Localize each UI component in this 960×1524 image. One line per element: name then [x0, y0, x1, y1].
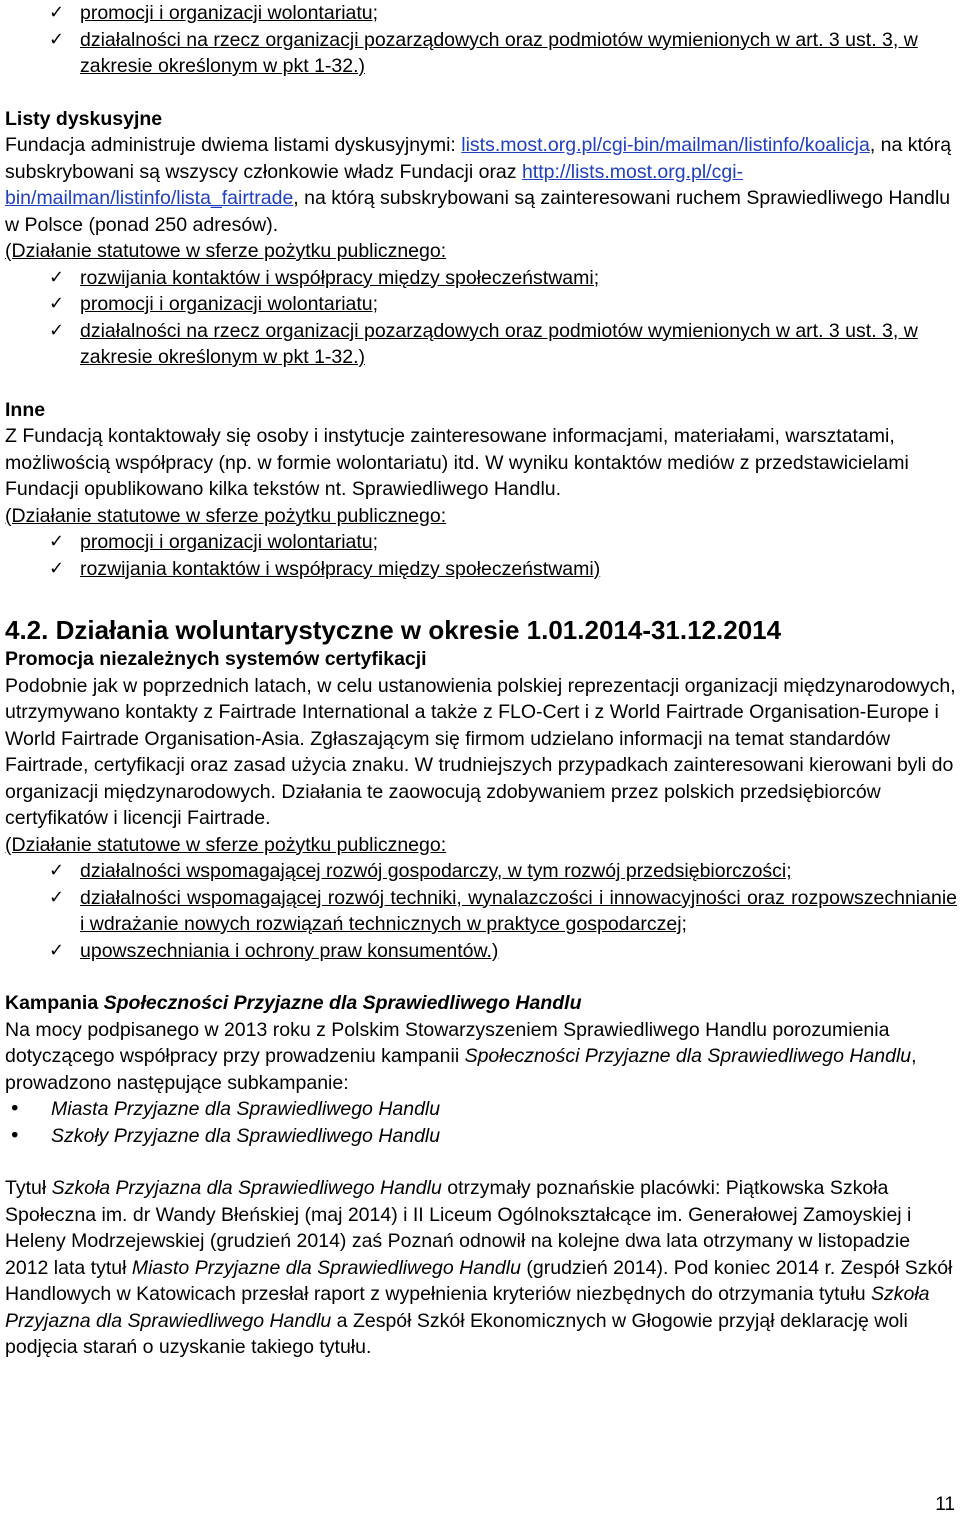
list-item: ✓ upowszechniania i ochrony praw konsumentów.) [5, 938, 957, 965]
checkmark-icon: ✓ [49, 2, 65, 23]
checkmark-icon: ✓ [49, 319, 65, 341]
checkmark-icon: ✓ [49, 860, 65, 881]
list-item: ✓ rozwijania kontaktów i współpracy między społeczeństwami; [5, 265, 957, 292]
list-item: ✓ rozwijania kontaktów i współpracy między społeczeństwami) [5, 556, 957, 583]
checkmark-icon: ✓ [49, 266, 65, 288]
other-text: Z Fundacją kontaktowały się osoby i instytucje zainteresowane informacjami, materiałami, warsztatami, możliwością współpracy (np. w formie wolontariatu) itd. W wyniku kontaktów mediów z przedstawicielami Fundacji opublikowano kilka tekstów nt. Sprawiedliwego Handlu. [5, 425, 909, 500]
statutory-note: (Działanie statutowe w sferze pożytku publicznego: [5, 240, 447, 262]
certification-heading: Promocja niezależnych systemów certyfikacji [5, 648, 427, 670]
statutory-note: (Działanie statutowe w sferze pożytku publicznego: [5, 504, 447, 527]
koalicja-link[interactable]: lists.most.org.pl/cgi-bin/mailman/listinfo/koalicja [461, 134, 870, 156]
list-item: • Szkoły Przyjazne dla Sprawiedliwego Handlu [5, 1123, 957, 1150]
list-item: ✓ promocji i organizacji wolontariatu; [5, 291, 957, 318]
fairtrade-list-link[interactable]: http://lists.most.org.pl/cgi-bin/mailman/listinfo/lista_fairtrade [5, 160, 744, 209]
list-item: • Miasta Przyjazne dla Sprawiedliwego Handlu [5, 1096, 957, 1123]
list-item: ✓ promocji i organizacji wolontariatu; [5, 0, 957, 27]
campaign-heading: Kampania Społeczności Przyjazne dla Sprawiedliwego Handlu [5, 992, 582, 1014]
checkmark-icon: ✓ [49, 886, 65, 908]
document-page [5, 0, 957, 1361]
other-statutory-list [5, 529, 957, 582]
checkmark-icon: ✓ [49, 531, 65, 552]
checkmark-icon: ✓ [49, 557, 65, 579]
list-item: ✓ działalności wspomagającej rozwój techniki, wynalazczości i innowacyjności oraz rozpowszechnianie i wdrażanie nowych rozwiązań technicznych w praktyce gospodarczej; [49, 886, 957, 935]
bullet-icon: • [9, 1097, 21, 1120]
checkmark-icon: ✓ [49, 28, 65, 50]
campaign-results: Tytuł Szkoła Przyjazna dla Sprawiedliwego Handlu otrzymały poznańskie placówki: Piątkowska Szkoła Społeczna im. dr Wandy Błeńskiej (maj 2014) i II Liceum Ogólnokształcące im. Generałowej Zamoyskiej i Heleny Modrzejewskiej (grudzień 2014) zaś Poznań odnowił na kolejne dwa lata otrzymany w listopadzie 2012 lata tytuł Miasto Przyjazne dla Sprawiedliwego Handlu (grudzień 2014). Pod koniec 2014 r. Zespół Szkół Handlowych w Katowicach przesłał raport z wypełnienia kryteriów niezbędnych do otrzymania tytułu Szkoła Przyjazna dla Sprawiedliwego Handlu a Zespół Szkół Ekonomicznych w Głogowie przyjął deklarację woli podjęcia starań o uzyskanie takiego tytułu. [5, 1177, 953, 1358]
bullet-icon: • [9, 1123, 21, 1147]
certification-statutory-list [5, 858, 957, 964]
list-item: ✓ działalności wspomagającej rozwój gospodarczy, w tym rozwój przedsiębiorczości; [5, 858, 957, 885]
mailing-statutory-list [5, 265, 957, 371]
other-heading: Inne [5, 398, 46, 421]
list-item: ✓ działalności na rzecz organizacji pozarządowych oraz podmiotów wymienionych w art. 3 ust. 3, w zakresie określonym w pkt 1-32.) [49, 28, 918, 77]
subcampaign-list [5, 1096, 957, 1149]
checkmark-icon: ✓ [49, 293, 65, 314]
top-statutory-list [5, 0, 957, 80]
page-number: 11 [935, 1493, 955, 1515]
statutory-note: (Działanie statutowe w sferze pożytku publicznego: [5, 833, 447, 856]
mailing-lists-text: Fundacja administruje dwiema listami dyskusyjnymi: lists.most.org.pl/cgi-bin/mailman/listinfo/koalicja, na którą subskrybowani są wszyscy członkowie władz Fundacji oraz http://lists.most.org.pl/cgi-bin/mailman/listinfo/lista_fairtrade, na którą subskrybowani są zainteresowani ruchem Sprawiedliwego Handlu w Polsce (ponad 250 adresów). [5, 134, 952, 236]
campaign-intro: Na mocy podpisanego w 2013 roku z Polskim Stowarzyszeniem Sprawiedliwego Handlu porozumienia dotyczącego współpracy przy prowadzeniu kampanii Społeczności Przyjazne dla Sprawiedliwego Handlu, prowadzono następujące subkampanie: [5, 1018, 917, 1094]
mailing-lists-heading: Listy dyskusyjne [5, 107, 163, 130]
checkmark-icon: ✓ [49, 939, 65, 961]
section-title: 4.2. Działania woluntarystyczne w okresie 1.01.2014-31.12.2014 [5, 615, 782, 645]
list-item: ✓ promocji i organizacji wolontariatu; [5, 529, 957, 556]
list-item: ✓ działalności na rzecz organizacji pozarządowych oraz podmiotów wymienionych w art. 3 ust. 3, w zakresie określonym w pkt 1-32.) [49, 319, 918, 368]
certification-text: Podobnie jak w poprzednich latach, w celu ustanowienia polskiej reprezentacji organizacji międzynarodowych, utrzymywano kontakty z Fairtrade International a także z FLO-Cert i z World Fairtrade Organisation-Europe i World Fairtrade Organisation-Asia. Zgłaszającym się firmom udzielano informacji na temat standardów Fairtrade, certyfikacji oraz zasad użycia znaku. W trudniejszych przypadkach zainteresowani kierowani byli do organizacji międzynarodowych. Działania te zaowocują zdobywaniem przez polskich przedsiębiorców certyfikatów i licencji Fairtrade. [5, 674, 956, 829]
